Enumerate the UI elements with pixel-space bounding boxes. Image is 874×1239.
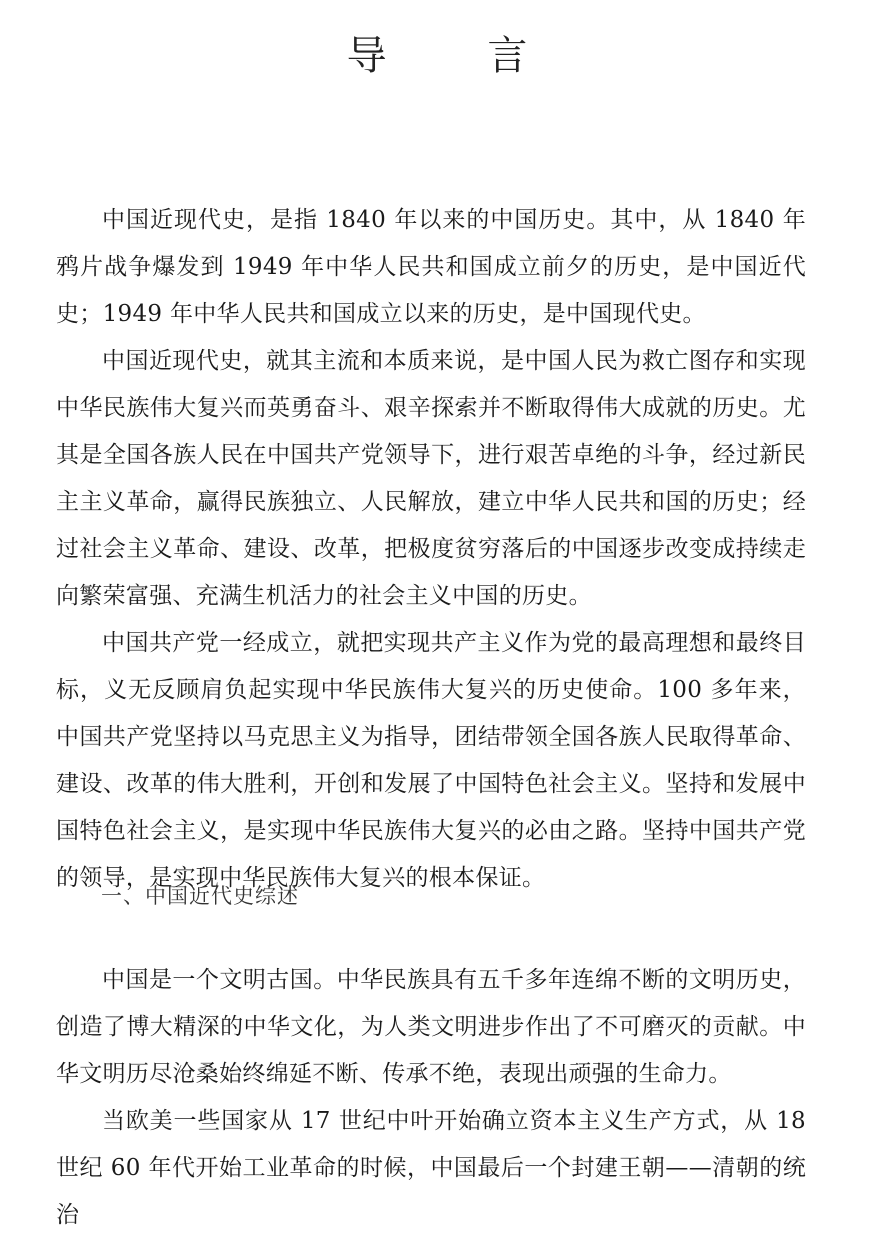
intro-paragraph-3: 中国共产党一经成立，就把实现共产主义作为党的最高理想和最终目标，义无反顾肩负起实现中华民族伟大复兴的历史使命。100 多年来，中国共产党坚持以马克思主义为指导，团结带领全国各族人民取得革命、建设、改革的伟大胜利，开创和发展了中国特色社会主义。坚持和发展中国特色社会主义，是实现中华民族伟大复兴的必由之路。坚持中国共产党的领导，是实现中华民族伟大复兴的根本保证。 — [56, 630, 806, 891]
section-1-body — [56, 957, 806, 1239]
intro-section — [56, 197, 806, 902]
section-1-paragraph-1: 中国是一个文明古国。中华民族具有五千多年连绵不断的文明历史，创造了博大精深的中华文化，为人类文明进步作出了不可磨灭的贡献。中华文明历尽沧桑始终绵延不断、传承不绝，表现出顽强的生命力。 — [56, 967, 806, 1087]
page-title: 导 言 — [346, 33, 572, 79]
intro-paragraph-2: 中国近现代史，就其主流和本质来说，是中国人民为救亡图存和实现中华民族伟大复兴而英勇奋斗、艰辛探索并不断取得伟大成就的历史。尤其是全国各族人民在中国共产党领导下，进行艰苦卓绝的斗争，经过新民主主义革命，赢得民族独立、人民解放，建立中华人民共和国的历史；经过社会主义革命、建设、改革，把极度贫穷落后的中国逐步改变成持续走向繁荣富强、充满生机活力的社会主义中国的历史。 — [56, 348, 806, 609]
section-1-paragraph-2: 当欧美一些国家从 17 世纪中叶开始确立资本主义生产方式，从 18 世纪 60 年代开始工业革命的时候，中国最后一个封建王朝——清朝的统治 — [56, 1108, 806, 1228]
section-heading-1: 一、中国近代史综述 — [101, 884, 299, 908]
intro-paragraph-1: 中国近现代史，是指 1840 年以来的中国历史。其中，从 1840 年鸦片战争爆发到 1949 年中华人民共和国成立前夕的历史，是中国近代史；1949 年中华人民共和国成立以来的历史，是中国现代史。 — [56, 207, 806, 327]
